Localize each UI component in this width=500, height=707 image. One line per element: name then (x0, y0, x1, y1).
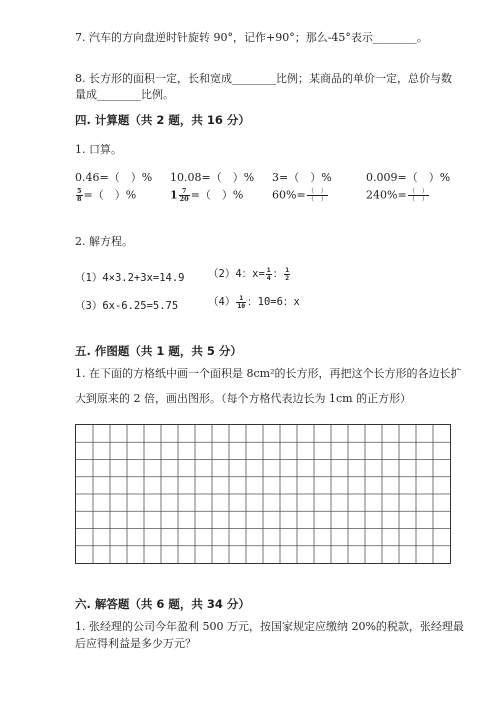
fraction: $\frac{7}{20}$ (179, 187, 189, 203)
section-5-title: 五. 作图题（共 1 题，共 5 分） (75, 344, 242, 358)
section-6-title: 六. 解答题（共 6 题，共 34 分） (75, 597, 250, 611)
fraction: $\frac{1}{2}$ (285, 265, 290, 282)
section-4-title: 四. 计算题（共 2 题，共 16 分） (75, 113, 250, 127)
drawing-question-line-2: 大到原来的 2 倍，画出图形。（每个方格代表边长为 1cm 的正方形） (75, 392, 412, 405)
equation-4: （4） $\frac{1}{10}$ ：10=6：x (208, 293, 300, 310)
question-8-line-1: 8. 长方形的面积一定，长和宽成________比例；某商品的单价一定，总价与数 (75, 72, 452, 85)
oral-calc-2: 10.08=（ ）% (170, 171, 255, 184)
oral-calc-5: $\frac{5}{8}$ =（ ）% (77, 187, 137, 203)
oral-calc-6: 1 $\frac{7}{20}$ =（ ）% (170, 187, 244, 203)
grid-lines (76, 425, 450, 563)
oral-calc-label: 1. 口算。 (75, 143, 122, 156)
question-8-line-2: 量成________比例。 (75, 88, 174, 101)
drawing-question-line-1: 1. 在下面的方格纸中画一个面积是 8cm²的长方形，再把这个长方形的各边长扩 (75, 367, 462, 380)
fraction: $\frac{( )}{( )}$ (307, 187, 328, 203)
word-problem-line-1: 1. 张经理的公司今年盈利 500 万元，按国家规定应缴纳 20%的税款，张经理最 (75, 620, 464, 633)
oral-calc-8: 240%= $\frac{( )}{( )}$ (366, 187, 429, 203)
fraction: $\frac{1}{10}$ (237, 293, 246, 310)
fraction: $\frac{( )}{( )}$ (408, 187, 429, 203)
fraction: $\frac{1}{4}$ (266, 265, 271, 282)
grid-paper[interactable] (75, 424, 451, 564)
fraction: $\frac{5}{8}$ (77, 187, 82, 203)
equation-3: （3）6x-6.25=5.75 (75, 300, 179, 312)
equation-2: （2）4：x= $\frac{1}{4}$ ： $\frac{1}{2}$ (208, 265, 290, 282)
solve-equations-label: 2. 解方程。 (75, 235, 133, 248)
equation-1: （1）4×3.2+3x=14.9 (75, 272, 185, 284)
question-7: 7. 汽车的方向盘逆时针旋转 90°，记作+90°；那么-45°表示________。 (75, 31, 428, 44)
oral-calc-3: 3=（ ）% (272, 171, 332, 184)
oral-calc-7: 60%= $\frac{( )}{( )}$ (272, 187, 328, 203)
word-problem-line-2: 后应得利益是多少万元？ (75, 637, 196, 650)
oral-calc-4: 0.009=（ ）% (366, 171, 451, 184)
oral-calc-1: 0.46=（ ）% (75, 171, 153, 184)
